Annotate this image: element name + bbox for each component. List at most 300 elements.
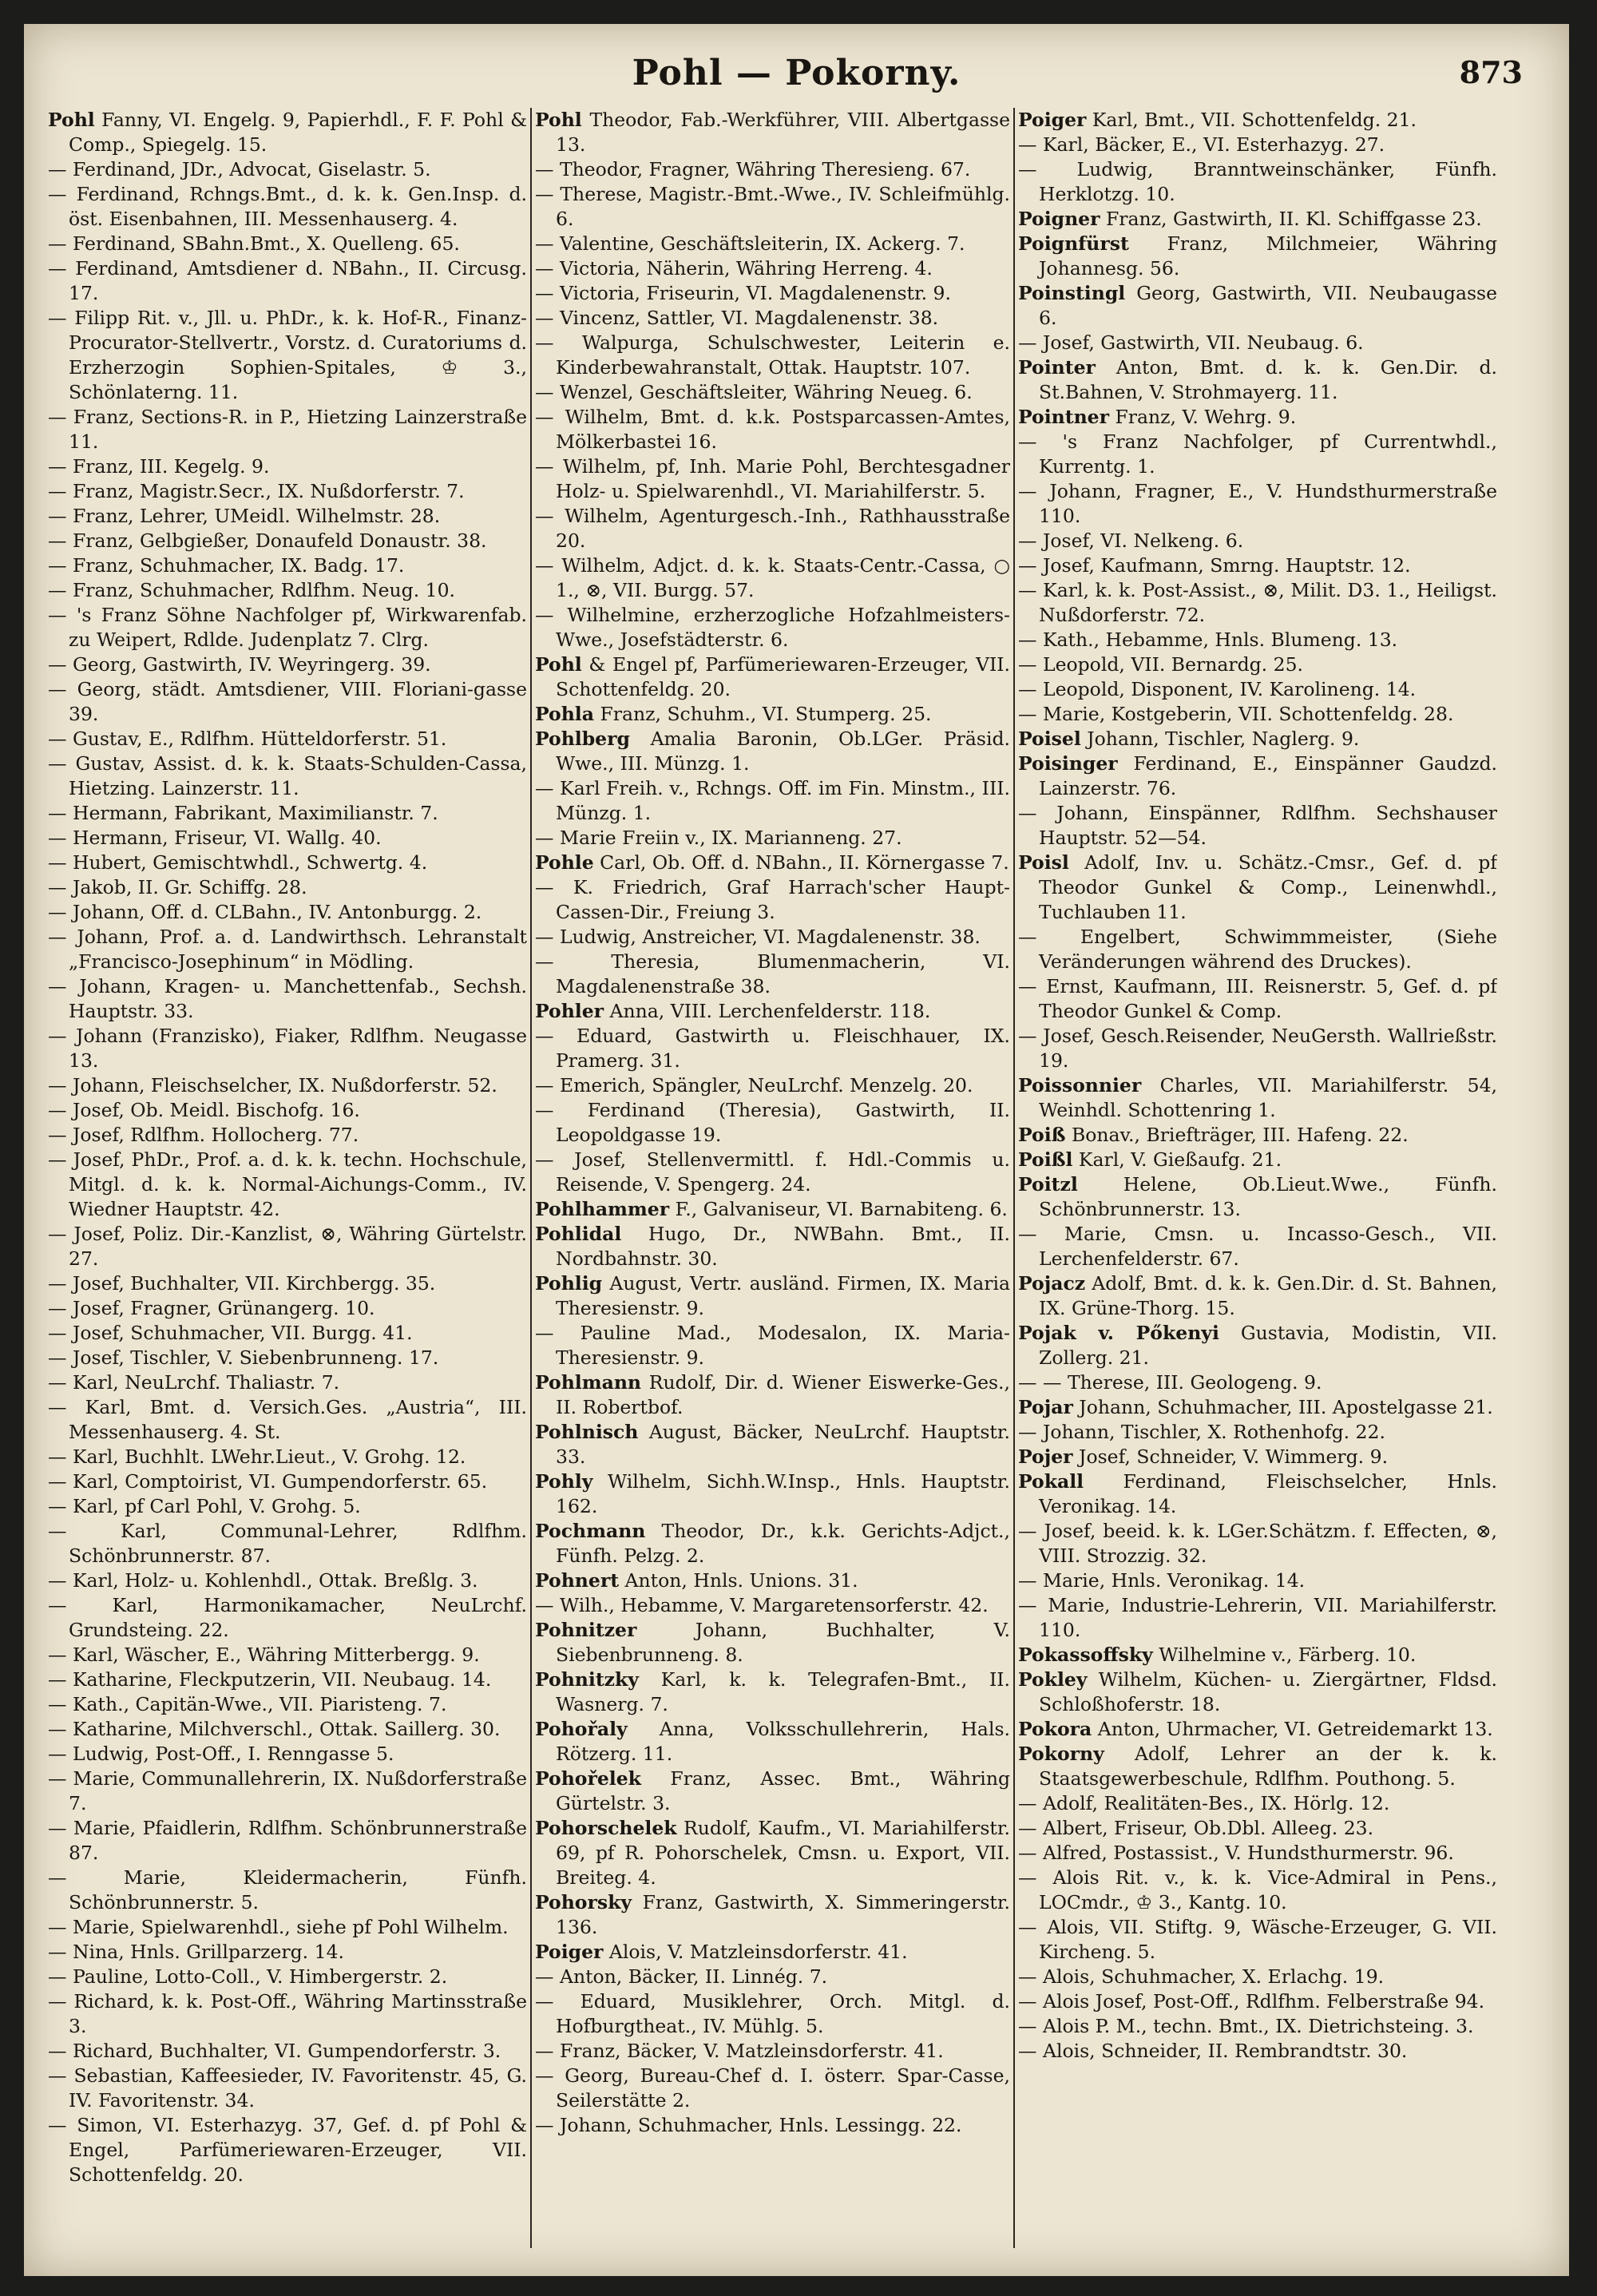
entry-text: — Leopold, Disponent, IV. Karolineng. 14. — [1018, 678, 1417, 700]
directory-entry — [1018, 727, 1497, 751]
directory-entry — [48, 1940, 527, 1965]
directory-entry — [48, 801, 527, 826]
entry-text: — Eduard, Musiklehrer, Orch. Mitgl. d. Hofburgtheat., IV. Mühlg. 5. — [535, 1990, 1010, 2037]
entry-text: — Karl, Wäscher, E., Währing Mitterbergg. 9. — [48, 1644, 480, 1666]
entry-surname: Pohl — [535, 109, 582, 131]
entry-text: — Karl, Harmonikamacher, NeuLrchf. Grundsteing. 22. — [48, 1594, 527, 1641]
entry-text: — Franz, Magistr.Secr., IX. Nußdorferstr. 7. — [48, 480, 465, 502]
entry-text: — Karl, Bmt. d. Versich.Ges. „Austria“, III. Messenhauserg. 4. St. — [48, 1396, 527, 1443]
entry-surname: Poiß — [1018, 1124, 1066, 1146]
entry-text: Gustavia, Modistin, VII. Zollerg. 21. — [1039, 1322, 1497, 1369]
entry-text: — Pauline, Lotto-Coll., V. Himbergerstr. 2. — [48, 1965, 448, 1988]
entry-text: Wilhelm, Sichh.W.Insp., Hnls. Hauptstr. 162. — [556, 1470, 1010, 1517]
directory-entry — [1018, 529, 1497, 553]
entry-text: — Karl, NeuLrchf. Thaliastr. 7. — [48, 1371, 340, 1394]
entry-text: — Georg, städt. Amtsdiener, VIII. Floriani-gasse 39. — [48, 678, 527, 725]
entry-text: Franz, Assec. Bmt., Währing Gürtelstr. 3. — [556, 1767, 1010, 1814]
entry-surname: Pokorny — [1018, 1743, 1104, 1765]
directory-entry — [1018, 1519, 1497, 1568]
entry-text: — 's Franz Nachfolger, pf Currentwhdl., Kurrentg. 1. — [1018, 430, 1497, 478]
entry-surname: Pohl — [535, 653, 582, 676]
entry-surname: Pohlig — [535, 1272, 603, 1295]
directory-entry — [1018, 925, 1497, 974]
directory-entry — [1018, 1370, 1497, 1395]
entry-text: — Alois, Schneider, II. Rembrandtstr. 30. — [1018, 2040, 1408, 2062]
directory-entry — [535, 950, 1010, 999]
directory-entry — [48, 553, 527, 578]
directory-entry — [48, 1024, 527, 1073]
column-divider — [1013, 108, 1015, 2248]
entry-surname: Poignfürst — [1018, 232, 1129, 255]
entry-surname: Pohlhammer — [535, 1198, 670, 1220]
directory-entry — [48, 529, 527, 553]
directory-entry — [1018, 1965, 1497, 1989]
directory-entry — [535, 1098, 1010, 1148]
entry-text: — Josef, Gastwirth, VII. Neubaug. 6. — [1018, 331, 1364, 354]
entry-text: Karl, V. Gießaufg. 21. — [1072, 1148, 1282, 1171]
entry-text: — Wilhelm, Adjct. d. k. k. Staats-Centr.-Cassa, ○ 1., ⊗, VII. Burgg. 57. — [535, 554, 1010, 601]
entry-text: — Richard, k. k. Post-Off., Währing Martinsstraße 3. — [48, 1990, 527, 2037]
entry-text: — Victoria, Friseurin, VI. Magdalenenstr. 9. — [535, 282, 951, 304]
entry-text: — Ferdinand, JDr., Advocat, Giselastr. 5. — [48, 158, 431, 180]
directory-entry — [1018, 751, 1497, 801]
directory-entry — [48, 826, 527, 851]
directory-entry — [48, 1816, 527, 1866]
directory-entry — [535, 1618, 1010, 1667]
directory-entry — [535, 2113, 1010, 2138]
directory-entry — [48, 1519, 527, 1568]
directory-entry — [1018, 1667, 1497, 1717]
entry-text: Anton, Hnls. Unions. 31. — [619, 1569, 858, 1592]
entry-surname: Pohly — [535, 1470, 593, 1493]
directory-entry — [535, 1989, 1010, 2039]
entry-surname: Pokassoffsky — [1018, 1644, 1153, 1666]
entry-surname: Pojer — [1018, 1445, 1073, 1468]
entry-surname: Pojacz — [1018, 1272, 1086, 1295]
entry-text: — Josef, Buchhalter, VII. Kirchbergg. 35. — [48, 1272, 436, 1295]
directory-entry — [48, 182, 527, 232]
directory-entry — [1018, 1469, 1497, 1519]
entry-text: — Gustav, Assist. d. k. k. Staats-Schulden-Cassa, Hietzing. Lainzerstr. 11. — [48, 752, 527, 799]
entry-text: — Josef, beeid. k. k. LGer.Schätzm. f. Effecten, ⊗, VIII. Strozzig. 32. — [1018, 1520, 1497, 1567]
entry-surname: Poinstingl — [1018, 282, 1126, 304]
directory-entry — [48, 851, 527, 875]
entry-text: Ferdinand, E., Einspänner Gaudzd. Lainzerstr. 76. — [1039, 752, 1497, 799]
directory-entry — [1018, 1172, 1497, 1222]
directory-entry — [48, 1494, 527, 1519]
entry-text: — Wilhelmine, erzherzogliche Hofzahlmeisters-Wwe., Josefstädterstr. 6. — [535, 604, 1010, 651]
entry-text: — Richard, Buchhalter, VI. Gumpendorferstr. 3. — [48, 2040, 501, 2062]
entry-surname: Pohle — [535, 851, 594, 874]
entry-text: — Wenzel, Geschäftsleiter, Währing Neueg. 6. — [535, 381, 973, 403]
directory-entry — [1018, 1445, 1497, 1469]
directory-entry — [1018, 702, 1497, 727]
directory-entry — [1018, 1222, 1497, 1271]
entry-text: & Engel pf, Parfümeriewaren-Erzeuger, VII. Schottenfeldg. 20. — [556, 653, 1010, 700]
directory-entry — [1018, 1791, 1497, 1816]
directory-entry — [535, 454, 1010, 504]
directory-entry — [1018, 974, 1497, 1024]
entry-text: — Georg, Gastwirth, IV. Weyringerg. 39. — [48, 653, 431, 676]
entry-surname: Pointner — [1018, 406, 1110, 428]
directory-entry — [48, 1667, 527, 1692]
entry-text: — Sebastian, Kaffeesieder, IV. Favoritenstr. 45, G. IV. Favoritenstr. 34. — [48, 2064, 527, 2112]
directory-entry — [535, 380, 1010, 405]
directory-entry — [48, 1717, 527, 1742]
directory-entry — [535, 1667, 1010, 1717]
directory-entry — [1018, 1395, 1497, 1420]
entry-text: — Johann, Prof. a. d. Landwirthsch. Lehranstalt „Francisco-Josephinum“ in Mödling. — [48, 926, 527, 973]
directory-entry — [535, 875, 1010, 925]
directory-entry — [1018, 553, 1497, 578]
directory-entry — [48, 652, 527, 677]
directory-entry — [1018, 1742, 1497, 1791]
entry-text: — Kath., Capitän-Wwe., VII. Piaristeng. 7. — [48, 1693, 447, 1715]
directory-entry — [535, 1965, 1010, 1989]
entry-text: — — Therese, III. Geologeng. 9. — [1018, 1371, 1322, 1394]
entry-text: Anton, Uhrmacher, VI. Getreidemarkt 13. — [1092, 1718, 1493, 1740]
directory-entry — [1018, 851, 1497, 925]
directory-entry — [535, 1519, 1010, 1568]
directory-entry — [1018, 801, 1497, 851]
entry-text: — Gustav, E., Rdlfhm. Hütteldorferstr. 51. — [48, 728, 447, 750]
entry-text: — Valentine, Geschäftsleiterin, IX. Ackerg. 7. — [535, 232, 965, 255]
entry-text: — Hubert, Gemischtwhdl., Schwertg. 4. — [48, 851, 428, 874]
entry-text: — Johann, Einspänner, Rdlfhm. Sechshauser Hauptstr. 52—54. — [1018, 802, 1497, 849]
directory-entry — [1018, 1866, 1497, 1915]
directory-entry — [48, 1296, 527, 1321]
directory-column-3 — [1018, 108, 1497, 2256]
directory-entry — [1018, 1420, 1497, 1445]
directory-column-1 — [48, 108, 527, 2256]
directory-entry — [535, 603, 1010, 652]
directory-entry — [48, 2039, 527, 2064]
directory-entry — [48, 603, 527, 652]
directory-entry — [535, 108, 1010, 157]
directory-entry — [1018, 281, 1497, 331]
entry-surname: Pokora — [1018, 1718, 1092, 1740]
directory-entry — [535, 256, 1010, 281]
directory-entry — [48, 974, 527, 1024]
entry-text: — Ludwig, Post-Off., I. Renngasse 5. — [48, 1743, 394, 1765]
directory-entry — [48, 232, 527, 256]
directory-entry — [535, 1767, 1010, 1816]
entry-text: — Karl, pf Carl Pohl, V. Grohg. 5. — [48, 1495, 361, 1517]
directory-entry — [48, 1370, 527, 1395]
entry-text: — Josef, Rdlfhm. Hollocherg. 77. — [48, 1124, 359, 1146]
directory-entry — [535, 851, 1010, 875]
directory-entry — [1018, 2014, 1497, 2039]
entry-text: Franz, Gastwirth, II. Kl. Schiffgasse 23. — [1100, 208, 1482, 230]
directory-entry — [535, 1148, 1010, 1197]
directory-entry — [1018, 1148, 1497, 1172]
entry-surname: Pojar — [1018, 1396, 1073, 1418]
entry-text: — Wilh., Hebamme, V. Margaretensorferstr. 42. — [535, 1594, 989, 1616]
directory-entry — [535, 2039, 1010, 2064]
entry-text: — Hermann, Friseur, VI. Wallg. 40. — [48, 827, 382, 849]
entry-text: Karl, Bmt., VII. Schottenfeldg. 21. — [1086, 109, 1417, 131]
directory-entry — [1018, 108, 1497, 133]
directory-entry — [535, 1469, 1010, 1519]
directory-column-2 — [535, 108, 1010, 2256]
directory-entry — [48, 1593, 527, 1643]
entry-surname: Poiger — [1018, 109, 1087, 131]
entry-surname: Pohnitzer — [535, 1619, 637, 1641]
entry-text: — Marie, Kleidermacherin, Fünfh. Schönbrunnerstr. 5. — [48, 1866, 527, 1913]
entry-text: — Pauline Mad., Modesalon, IX. Maria-Theresienstr. 9. — [535, 1322, 1010, 1369]
directory-entry — [1018, 1024, 1497, 1073]
entry-text: — Karl, Communal-Lehrer, Rdlfhm. Schönbrunnerstr. 87. — [48, 1520, 527, 1567]
directory-entry — [1018, 133, 1497, 157]
directory-entry — [48, 1271, 527, 1296]
directory-entry — [48, 1148, 527, 1222]
entry-text: August, Vertr. ausländ. Firmen, IX. Maria Theresienstr. 9. — [556, 1272, 1010, 1319]
directory-entry — [535, 1420, 1010, 1469]
directory-entry — [48, 2064, 527, 2113]
entry-text: Georg, Gastwirth, VII. Neubaugasse 6. — [1039, 282, 1497, 329]
entry-text: Anton, Bmt. d. k. k. Gen.Dir. d. St.Bahnen, V. Strohmayerg. 11. — [1039, 356, 1497, 403]
directory-entry — [48, 1568, 527, 1593]
entry-surname: Pohlberg — [535, 728, 630, 750]
entry-text: — Theresia, Blumenmacherin, VI. Magdalenenstraße 38. — [535, 950, 1010, 997]
entry-text: — Albert, Friseur, Ob.Dbl. Alleeg. 23. — [1018, 1817, 1374, 1839]
directory-entry — [1018, 2039, 1497, 2064]
entry-text: — Karl, Comptoirist, VI. Gumpendorferstr. 65. — [48, 1470, 488, 1493]
entry-surname: Pohla — [535, 703, 594, 725]
page-header — [24, 46, 1569, 102]
entry-text: Adolf, Lehrer an der k. k. Staatsgewerbeschule, Rdlfhm. Pouthong. 5. — [1039, 1743, 1497, 1790]
entry-text: — Franz, Sections-R. in P., Hietzing Lainzerstraße 11. — [48, 406, 527, 453]
entry-text: — Victoria, Näherin, Währing Herreng. 4. — [535, 257, 933, 280]
directory-entry — [535, 1940, 1010, 1965]
entry-text: Helene, Ob.Lieut.Wwe., Fünfh. Schönbrunnerstr. 13. — [1039, 1173, 1497, 1220]
entry-text: — Vincenz, Sattler, VI. Magdalenenstr. 38. — [535, 307, 939, 329]
entry-text: — Franz, Lehrer, UMeidl. Wilhelmstr. 28. — [48, 505, 441, 527]
entry-text: — 's Franz Söhne Nachfolger pf, Wirkwarenfab. zu Weipert, Rdlde. Judenplatz 7. Clrg. — [48, 604, 527, 651]
directory-entry — [535, 182, 1010, 232]
entry-text: — Alfred, Postassist., V. Hundsthurmerstr. 96. — [1018, 1842, 1454, 1864]
entry-text: Wilhelmine v., Färberg. 10. — [1152, 1644, 1417, 1666]
entry-text: — K. Friedrich, Graf Harrach'scher Haupt-Cassen-Dir., Freiung 3. — [535, 876, 1010, 923]
directory-entry — [535, 1073, 1010, 1098]
entry-text: — Ferdinand, Amtsdiener d. NBahn., II. Circusg. 17. — [48, 257, 527, 304]
directory-entry — [535, 1717, 1010, 1767]
directory-entry — [1018, 1123, 1497, 1148]
entry-surname: Pohlmann — [535, 1371, 641, 1394]
entry-text: — Marie, Hnls. Veronikag. 14. — [1018, 1569, 1306, 1592]
directory-entry — [48, 1222, 527, 1271]
directory-entry — [535, 1816, 1010, 1890]
entry-text: — Marie, Kostgeberin, VII. Schottenfeldg. 28. — [1018, 703, 1454, 725]
entry-text: — Josef, Poliz. Dir.-Kanzlist, ⊗, Währing Gürtelstr. 27. — [48, 1223, 527, 1270]
entry-text: — Johann, Kragen- u. Manchettenfab., Sechsh. Hauptstr. 33. — [48, 975, 527, 1022]
directory-entry — [48, 1123, 527, 1148]
entry-text: — Katharine, Milchverschl., Ottak. Saillerg. 30. — [48, 1718, 501, 1740]
directory-entry — [48, 454, 527, 479]
entry-text: Franz, Milchmeier, Währing Johannesg. 56. — [1039, 232, 1497, 280]
directory-entry — [1018, 578, 1497, 628]
entry-text: — Wilhelm, Agenturgesch.-Inh., Rathhausstraße 20. — [535, 505, 1010, 552]
entry-text: — Simon, VI. Esterhazyg. 37, Gef. d. pf Pohl & Engel, Parfümeriewaren-Erzeuger, VII. Schottenfeldg. 20. — [48, 2114, 527, 2186]
entry-text: — Ferdinand, Rchngs.Bmt., d. k. k. Gen.Insp. d. öst. Eisenbahnen, III. Messenhauserg. 4. — [48, 183, 527, 230]
directory-entry — [535, 405, 1010, 454]
directory-entry — [1018, 1643, 1497, 1667]
directory-entry — [1018, 1989, 1497, 2014]
entry-text: — Johann (Franzisko), Fiaker, Rdlfhm. Neugasse 13. — [48, 1025, 527, 1072]
directory-entry — [48, 157, 527, 182]
directory-entry — [1018, 232, 1497, 281]
directory-entry — [48, 1395, 527, 1445]
entry-surname: Pohorsky — [535, 1891, 632, 1913]
entry-text: — Engelbert, Schwimmmeister, (Siehe Veränderungen während des Druckes). — [1018, 926, 1497, 973]
directory-entry — [1018, 1321, 1497, 1370]
directory-entry — [1018, 405, 1497, 430]
directory-entry — [48, 1321, 527, 1346]
entry-text: — Leopold, VII. Bernardg. 25. — [1018, 653, 1303, 676]
entry-surname: Poisinger — [1018, 752, 1118, 775]
directory-entry — [48, 1692, 527, 1717]
directory-entry — [48, 1866, 527, 1915]
directory-entry — [48, 504, 527, 529]
entry-surname: Pohnitzky — [535, 1668, 639, 1691]
directory-entry — [535, 553, 1010, 603]
entry-text: — Marie, Pfaidlerin, Rdlfhm. Schönbrunnerstraße 87. — [48, 1817, 527, 1864]
directory-entry — [48, 1915, 527, 1940]
entry-text: — Marie, Industrie-Lehrerin, VII. Mariahilferstr. 110. — [1018, 1594, 1497, 1641]
entry-text: — Alois Rit. v., k. k. Vice-Admiral in Pens., LOCmdr., ♔ 3., Kantg. 10. — [1018, 1866, 1497, 1913]
entry-text: — Franz, III. Kegelg. 9. — [48, 455, 270, 478]
entry-text: — Johann, Fleischselcher, IX. Nußdorferstr. 52. — [48, 1074, 497, 1096]
directory-entry — [535, 232, 1010, 256]
entry-text: — Josef, Kaufmann, Smrng. Hauptstr. 12. — [1018, 554, 1411, 577]
entry-surname: Pohnert — [535, 1569, 620, 1592]
page-number: 873 — [1459, 54, 1523, 90]
entry-text: — Alois, VII. Stiftg. 9, Wäsche-Erzeuger, G. VII. Kircheng. 5. — [1018, 1916, 1497, 1963]
directory-entry — [48, 677, 527, 727]
entry-text: Anna, VIII. Lerchenfelderstr. 118. — [604, 1000, 931, 1022]
entry-text: — Josef, Stellenvermittl. f. Hdl.-Commis u. Reisende, V. Spengerg. 24. — [535, 1148, 1010, 1196]
entry-text: Adolf, Inv. u. Schätz.-Cmsr., Gef. d. pf Theodor Gunkel & Comp., Leinenwhdl., Tuchlauben 11. — [1039, 851, 1497, 923]
entry-text: — Karl, k. k. Post-Assist., ⊗, Milit. D3. 1., Heiligst. Nußdorferstr. 72. — [1018, 579, 1497, 626]
entry-text: Charles, VII. Mariahilferstr. 54, Weinhdl. Schottenring 1. — [1039, 1074, 1497, 1121]
entry-text: — Ernst, Kaufmann, III. Reisnerstr. 5, Gef. d. pf Theodor Gunkel & Comp. — [1018, 975, 1497, 1022]
entry-text: — Jakob, II. Gr. Schiffg. 28. — [48, 876, 307, 898]
entry-surname: Pointer — [1018, 356, 1096, 379]
directory-entry — [48, 1989, 527, 2039]
directory-entry — [48, 875, 527, 900]
entry-text: — Marie Freiin v., IX. Marianneng. 27. — [535, 827, 902, 849]
entry-text: — Ferdinand (Theresia), Gastwirth, II. Leopoldgasse 19. — [535, 1099, 1010, 1146]
entry-surname: Pochmann — [535, 1520, 646, 1542]
entry-text: Theodor, Dr., k.k. Gerichts-Adjct., Fünfh. Pelzg. 2. — [556, 1520, 1010, 1567]
entry-text: Franz, Schuhm., VI. Stumperg. 25. — [593, 703, 932, 725]
entry-surname: Poigner — [1018, 208, 1100, 230]
directory-entry — [48, 306, 527, 405]
directory-entry — [535, 1197, 1010, 1222]
entry-text: — Karl, Bäcker, E., VI. Esterhazyg. 27. — [1018, 133, 1385, 156]
entry-surname: Poitzl — [1018, 1173, 1078, 1196]
directory-entry — [48, 1965, 527, 1989]
entry-text: — Alois, Schuhmacher, X. Erlachg. 19. — [1018, 1965, 1385, 1988]
directory-entry — [535, 826, 1010, 851]
directory-entry — [535, 776, 1010, 826]
entry-text: — Karl, Buchhlt. LWehr.Lieut., V. Grohg. 12. — [48, 1445, 466, 1468]
entry-surname: Poisl — [1018, 851, 1069, 874]
entry-text: Anna, Volksschullehrerin, Hals. Rötzerg. 11. — [556, 1718, 1010, 1765]
entry-text: — Josef, Gesch.Reisender, NeuGersth. Wallrießstr. 19. — [1018, 1025, 1497, 1072]
entry-text: — Johann, Fragner, E., V. Hundsthurmerstraße 110. — [1018, 480, 1497, 527]
entry-surname: Pohlnisch — [535, 1421, 639, 1443]
entry-text: — Franz, Gelbgießer, Donaufeld Donaustr. 38. — [48, 529, 487, 552]
entry-text: — Josef, Ob. Meidl. Bischofg. 16. — [48, 1099, 360, 1121]
directory-page — [24, 24, 1569, 2276]
directory-entry — [1018, 628, 1497, 652]
entry-surname: Poissonnier — [1018, 1074, 1142, 1096]
entry-text: — Emerich, Spängler, NeuLrchf. Menzelg. 20. — [535, 1074, 973, 1096]
entry-text: — Johann, Tischler, X. Rothenhofg. 22. — [1018, 1421, 1385, 1443]
entry-text: — Adolf, Realitäten-Bes., IX. Hörlg. 12. — [1018, 1792, 1390, 1814]
entry-text: Johann, Buchhalter, V. Siebenbrunneng. 8. — [556, 1619, 1010, 1666]
entry-surname: Poißl — [1018, 1148, 1073, 1171]
directory-entry — [48, 405, 527, 454]
entry-text: Rudolf, Dir. d. Wiener Eiswerke-Ges., II. Robertbof. — [556, 1371, 1010, 1418]
entry-text: Ferdinand, Fleischselcher, Hnls. Veronikag. 14. — [1039, 1470, 1497, 1517]
directory-entry — [48, 1469, 527, 1494]
directory-entry — [535, 652, 1010, 702]
entry-surname: Pohořelek — [535, 1767, 641, 1790]
entry-text: Fanny, VI. Engelg. 9, Papierhdl., F. F. Pohl & Comp., Spiegelg. 15. — [69, 109, 527, 156]
entry-text: — Walpurga, Schulschwester, Leiterin e. Kinderbewahranstalt, Ottak. Hauptstr. 107. — [535, 331, 1010, 379]
entry-text: — Johann, Off. d. CLBahn., IV. Antonburgg. 2. — [48, 901, 482, 923]
directory-entry — [535, 1321, 1010, 1370]
entry-text: — Filipp Rit. v., Jll. u. PhDr., k. k. Hof-R., Finanz-Procurator-Stellvertr., Vorstz. d. Curatoriums d. Erzherzogin Sophien-Spitales, ♔ 3., Schönlaterng. 11. — [48, 307, 527, 403]
directory-entry — [535, 1593, 1010, 1618]
entry-text: Franz, Gastwirth, X. Simmeringerstr. 136. — [556, 1891, 1010, 1938]
directory-entry — [48, 108, 527, 157]
directory-entry — [535, 306, 1010, 331]
entry-surname: Pohl — [48, 109, 95, 131]
entry-text: Bonav., Briefträger, III. Hafeng. 22. — [1065, 1124, 1409, 1146]
directory-entry — [1018, 677, 1497, 702]
directory-entry — [1018, 1568, 1497, 1593]
entry-text: Karl, k. k. Telegrafen-Bmt., II. Wasnerg. 7. — [556, 1668, 1010, 1715]
directory-entry — [535, 925, 1010, 950]
entry-surname: Pokall — [1018, 1470, 1084, 1493]
directory-entry — [48, 1767, 527, 1816]
entry-text: Johann, Schuhmacher, III. Apostelgasse 21. — [1072, 1396, 1493, 1418]
directory-entry — [1018, 1915, 1497, 1965]
directory-entry — [48, 727, 527, 751]
entry-text: Josef, Schneider, V. Wimmerg. 9. — [1072, 1445, 1389, 1468]
entry-text: — Josef, VI. Nelkeng. 6. — [1018, 529, 1244, 552]
directory-entry — [1018, 479, 1497, 529]
directory-entry — [48, 900, 527, 925]
column-divider — [530, 108, 532, 2248]
entry-text: Amalia Baronin, Ob.LGer. Präsid. Wwe., III. Münzg. 1. — [556, 728, 1010, 775]
entry-text: — Franz, Schuhmacher, IX. Badg. 17. — [48, 554, 405, 577]
entry-text: — Franz, Schuhmacher, Rdlfhm. Neug. 10. — [48, 579, 456, 601]
directory-entry — [1018, 652, 1497, 677]
entry-text: — Karl, Holz- u. Kohlenhdl., Ottak. Breßlg. 3. — [48, 1569, 478, 1592]
directory-entry — [535, 504, 1010, 553]
entry-text: — Anton, Bäcker, II. Linnég. 7. — [535, 1965, 828, 1988]
directory-entry — [535, 157, 1010, 182]
directory-entry — [535, 1024, 1010, 1073]
directory-entry — [1018, 1271, 1497, 1321]
directory-entry — [48, 578, 527, 603]
directory-entry — [48, 751, 527, 801]
directory-entry — [535, 702, 1010, 727]
